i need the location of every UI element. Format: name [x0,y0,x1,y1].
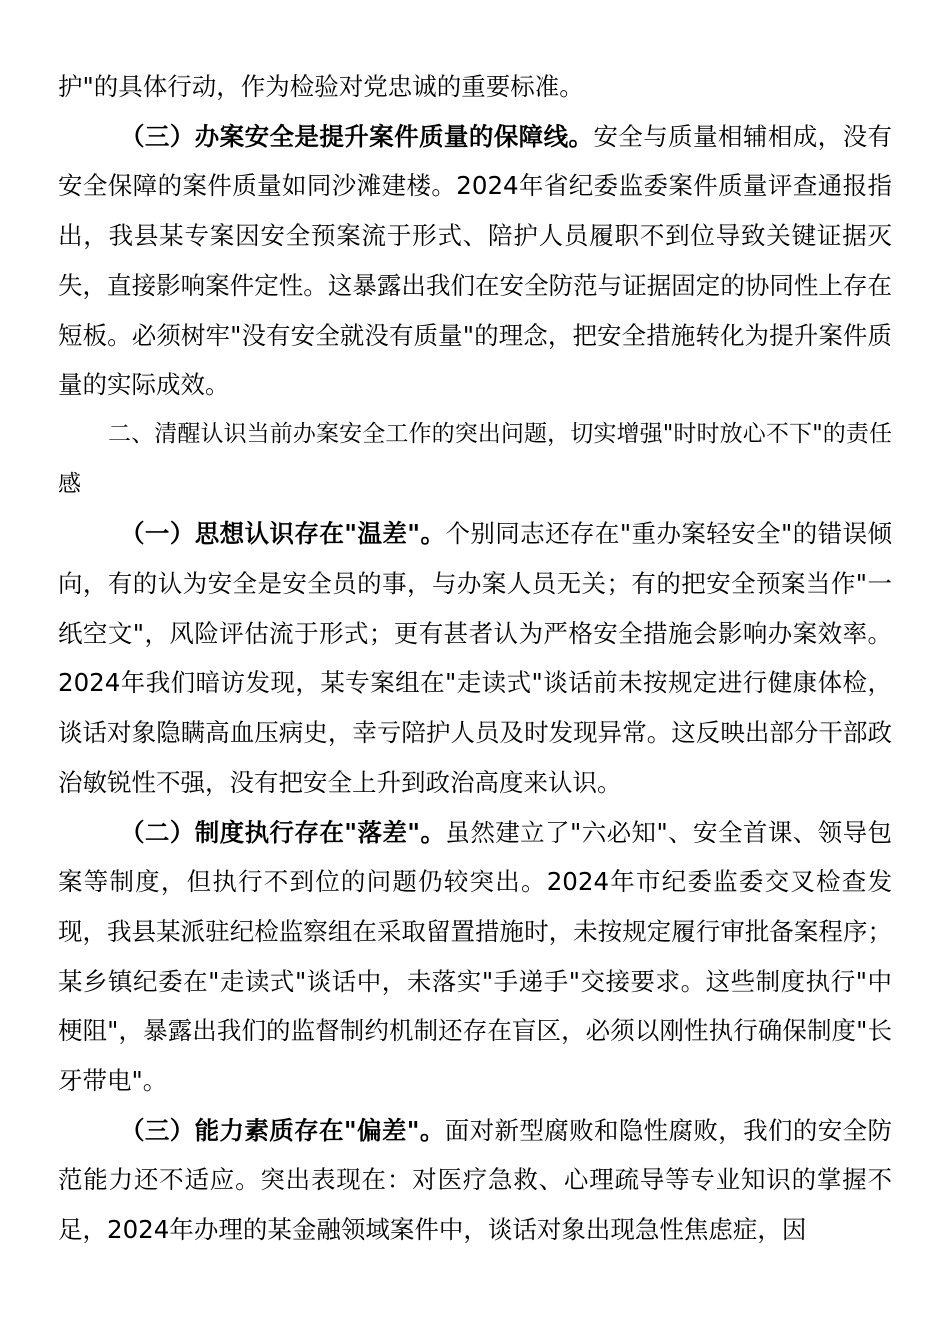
paragraph-section-1-3 [58,112,892,410]
paragraph-lead: （三）办案安全是提升案件质量的保障线。 [120,121,594,151]
document-page [58,62,892,1255]
paragraph-section-2-1 [58,509,892,807]
section-heading-2 [58,410,892,509]
paragraph-continuation [58,62,892,112]
paragraph-section-2-3 [58,1106,892,1255]
paragraph-lead: （一）思想认识存在"温差"。 [120,519,446,549]
paragraph-lead: （二）制度执行存在"落差"。 [120,817,446,847]
paragraph-text: 面对新型腐败和隐性腐败，我们的安全防范能力还不适应。突出表现在：对医疗急救、心理疏导等专业知识的掌握不足，2024年办理的某金融领域案件中，谈话对象出现急性焦虑症，因 [58,1115,893,1245]
paragraph-lead: （三）能力素质存在"偏差"。 [120,1115,445,1145]
paragraph-text: 虽然建立了"六必知"、安全首课、领导包案等制度，但执行不到位的问题仍较突出。2024年市纪委监委交叉检查发现，我县某派驻纪检监察组在采取留置措施时，未按规定履行审批备案程序；某乡镇纪委在"走读式"谈话中，未落实"手递手"交接要求。这些制度执行"中梗阻"，暴露出我们的监督制约机制还存在盲区，必须以刚性执行确保制度"长牙带电"。 [58,817,892,1096]
paragraph-text: 个别同志还存在"重办案轻安全"的错误倾向，有的认为安全是安全员的事，与办案人员无关；有的把安全预案当作"一纸空文"，风险评估流于形式；更有甚者认为严格安全措施会影响办案效率。2024年我们暗访发现，某专案组在"走读式"谈话前未按规定进行健康体检，谈话对象隐瞒高血压病史，幸亏陪护人员及时发现异常。这反映出部分干部政治敏锐性不强，没有把安全上升到政治高度来认识。 [58,519,892,797]
heading-text: 二、清醒认识当前办案安全工作的突出问题，切实增强"时时放心不下"的责任感 [58,420,892,497]
paragraph-text: 护"的具体行动，作为检验对党忠诚的重要标准。 [58,72,584,101]
paragraph-text: 安全与质量相辅相成，没有安全保障的案件质量如同沙滩建楼。2024年省纪委监委案件质量评查通报指出，我县某专案因安全预案流于形式、陪护人员履职不到位导致关键证据灭失，直接影响案件定性。这暴露出我们在安全防范与证据固定的协同性上存在短板。必须树牢"没有安全就没有质量"的理念，把安全措施转化为提升案件质量的实际成效。 [58,121,893,400]
paragraph-section-2-2 [58,808,892,1106]
